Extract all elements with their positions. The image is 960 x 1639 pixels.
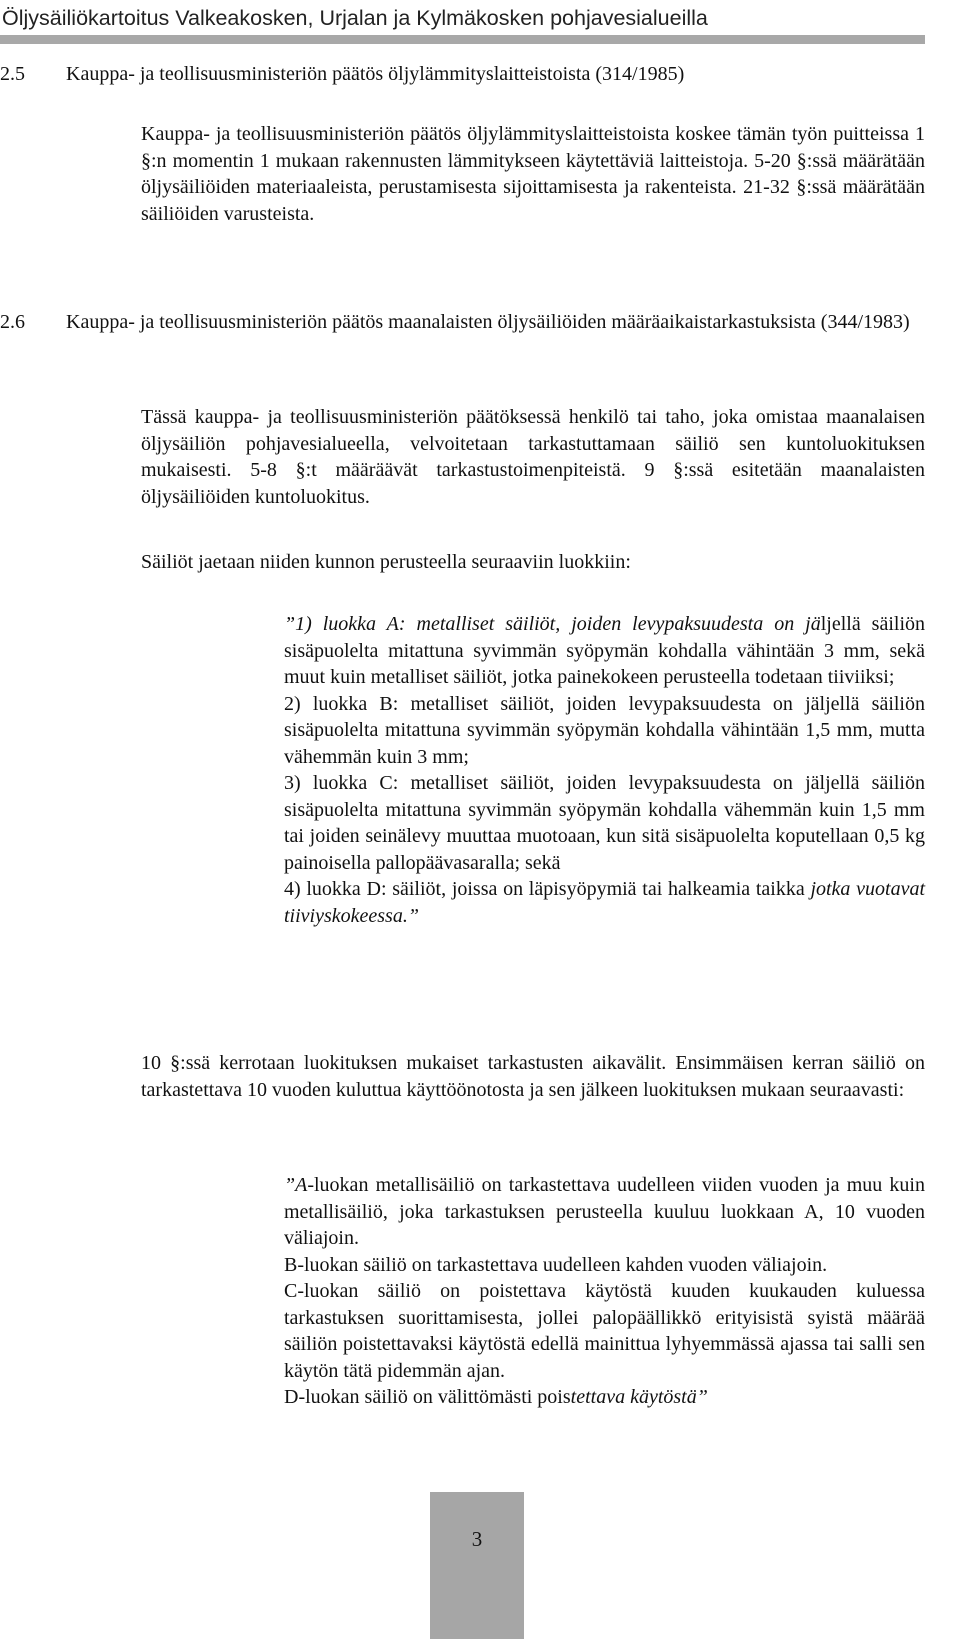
section-title: Kauppa- ja teollisuusministeriön päätös maanalaisten öljysäiliöiden määräaikaistarkastuksista (344/1983) <box>66 311 910 333</box>
class-d-item <box>284 876 925 929</box>
class-d-italic: jotka vuotavat tiiviyskokeessa.” <box>284 878 926 927</box>
section-2-6-paragraph-3: 10 §:ssä kerrotaan luokituksen mukaiset tarkastusten aikavälit. Ensimmäisen kerran säiliö on tarkastettava 10 vuoden kuluttua käyttöönotosta ja sen jälkeen luokituksen mukaan seuraavasti: <box>141 1052 925 1101</box>
header-title: Öljysäiliökartoitus Valkeakosken, Urjalan ja Kylmäkosken pohjavesialueilla <box>2 6 708 30</box>
section-number: 2.5 <box>0 63 25 85</box>
class-b-item: 2) luokka B: metalliset säiliöt, joiden levypaksuudesta on jäljellä säiliön sisäpuolelta mitattuna syvimmän syöpymän kohdalla vähintään 1,5 mm, mutta vähemmän kuin 3 mm; <box>284 692 925 768</box>
interval-b-item: B-luokan säiliö on tarkastettava uudelleen kahden vuoden väliajoin. <box>284 1253 828 1276</box>
page-header <box>0 2 925 44</box>
section-2-6-paragraph-1: Tässä kauppa- ja teollisuusministeriön päätöksessä henkilö tai taho, joka omistaa maanalaisen öljysäiliön pohjavesialueella, velvoitetaan tarkastuttamaan säiliö sen kuntoluokituksen mukaisesti. 5-8 §:t määräävät tarkastustoimenpiteistä. 9 §:ssä esitetään maanalaisten öljysäiliöiden kuntoluokitus. <box>141 406 925 508</box>
page-number-box <box>430 1492 524 1639</box>
class-c-item: 3) luokka C: metalliset säiliöt, joiden levypaksuudesta on jäljellä säiliön sisäpuolelta mitattuna syvimmän syöpymän kohdalla vähemmän kuin 1,5 mm tai joiden seinälevy muuttaa muotoaan, kun sitä sisäpuolelta koputellaan 0,5 kg painoisella pallopäävasaralla; sekä <box>284 772 925 874</box>
interval-d-italic: tettava käytöstä” <box>570 1386 708 1408</box>
section-title: Kauppa- ja teollisuusministeriön päätös öljylämmityslaitteistoista (314/1985) <box>66 63 685 85</box>
class-a-text: ljellä säiliön sisäpuolelta mitattuna syvimmän syöpymän kohdalla vähintään 3 mm, sekä muut kuin metalliset säiliöt, jotka painekokeen perusteella todetaan tiiviiksi; <box>284 613 925 688</box>
intervals-quote <box>284 1172 925 1411</box>
classification-quote <box>284 611 925 929</box>
section-2-6-paragraph-2: Säiliöt jaetaan niiden kunnon perusteella seuraaviin luokkiin: <box>141 551 631 573</box>
class-d-text: 4) luokka D: säiliöt, joissa on läpisyöpymiä tai halkeamia taikka <box>284 878 811 900</box>
interval-d-item <box>284 1384 925 1411</box>
class-a-italic: ”1) luokka A: metalliset säiliöt, joiden levypaksuudesta on jä <box>284 613 821 635</box>
page-number: 3 <box>471 1527 483 1551</box>
header-rule <box>0 35 925 44</box>
interval-d-text: D-luokan säiliö on välittömästi pois <box>284 1386 571 1408</box>
class-a-item <box>284 611 925 691</box>
interval-a-italic: ”A <box>284 1174 308 1196</box>
interval-a-text: -luokan metallisäiliö on tarkastettava uudelleen viiden vuoden ja muu kuin metallisäiliö, joka tarkastuksen perusteella kuuluu luokkaan A, 10 vuoden väliajoin. <box>284 1174 925 1249</box>
section-2-5-paragraph: Kauppa- ja teollisuusministeriön päätös öljylämmityslaitteistoista koskee tämän työn puitteissa 1 §:n momentin 1 mukaan rakennusten lämmitykseen käytettäviä laitteistoja. 5-20 §:ssä määrätään öljysäiliöiden materiaaleista, perustamisesta sijoittamisesta ja rakenteista. 21-32 §:ssä määrätään säiliöiden varusteista. <box>141 123 925 225</box>
interval-c-item: C-luokan säiliö on poistettava käytöstä kuuden kuukauden kuluessa tarkastuksen suorittamisesta, jollei palopäällikkö erityisistä syistä määrää säiliön poistettavaksi käytöstä edellä mainittua lyhyemmässä ajassa tai salli sen käytön tätä pidemmän ajan. <box>284 1280 925 1382</box>
section-number: 2.6 <box>0 311 25 333</box>
interval-a-item <box>284 1172 925 1252</box>
